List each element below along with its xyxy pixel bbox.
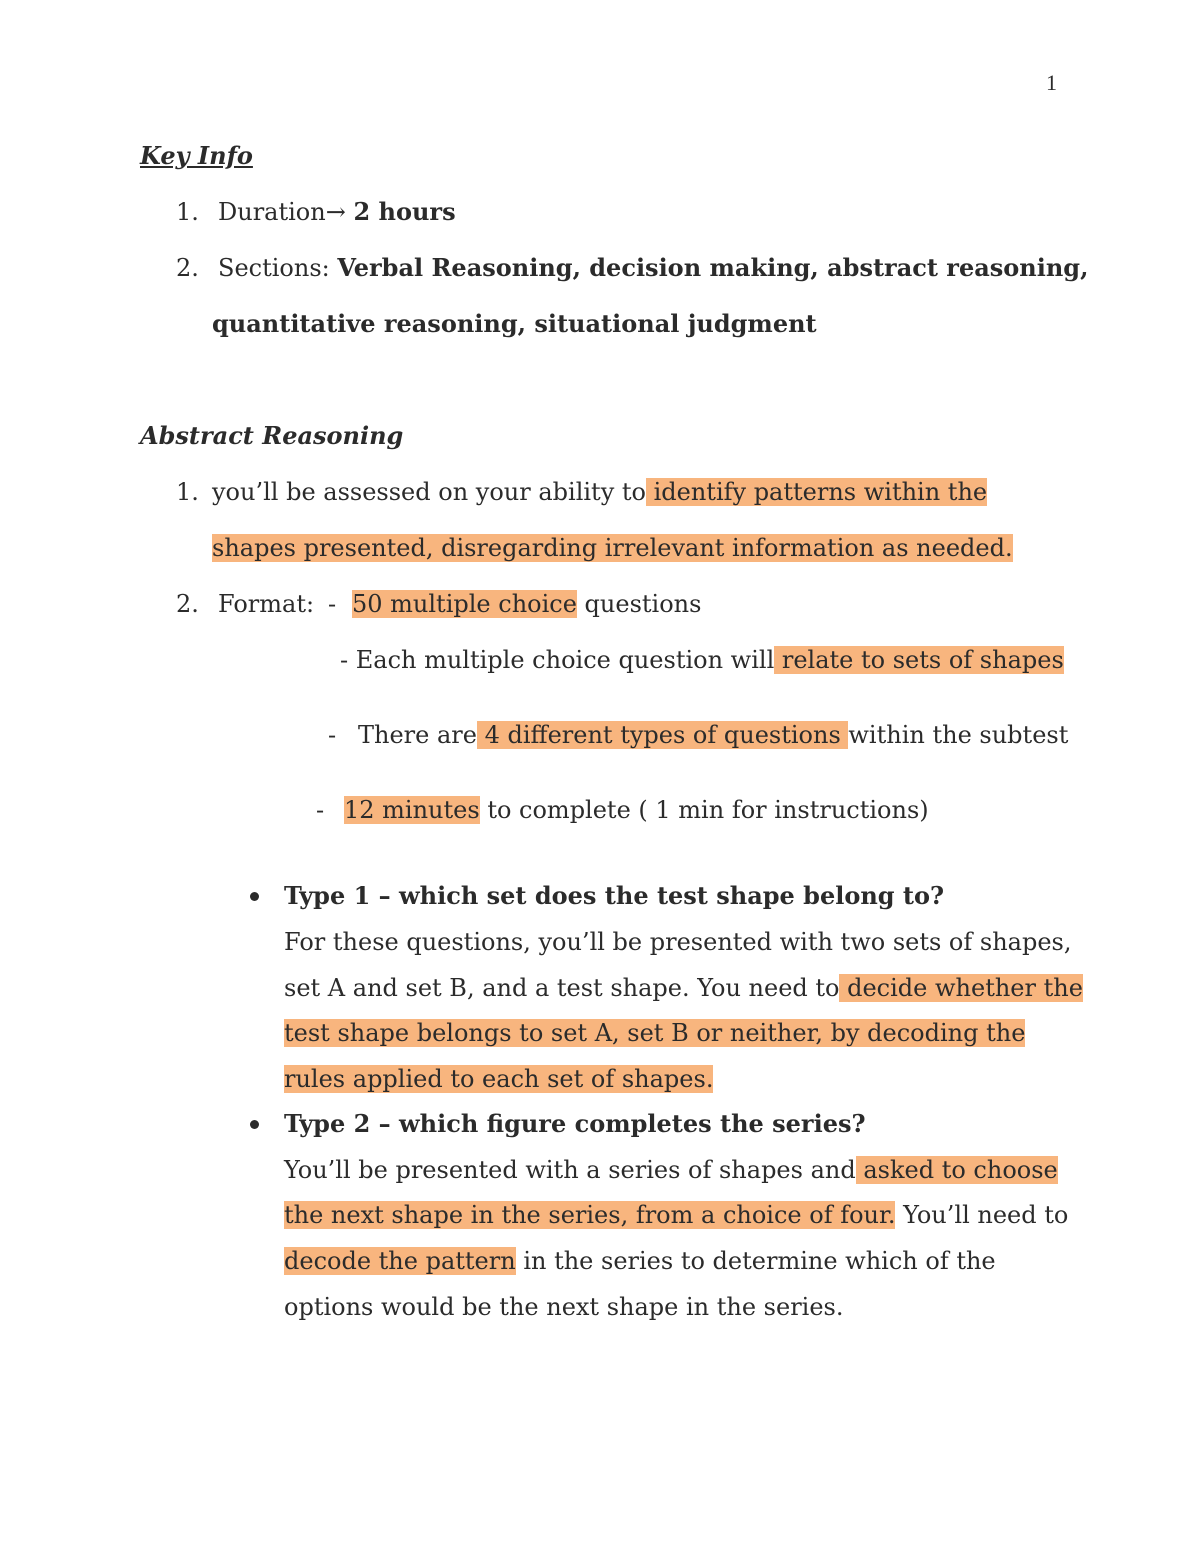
- assessment-line1: [212, 475, 987, 509]
- duration-item: [218, 195, 456, 229]
- bullet-icon: [250, 892, 259, 901]
- format-line-1: [352, 587, 701, 621]
- format-plain-2: - Each multiple choice question will: [340, 646, 775, 674]
- type2-title: Type 2 – which figure completes the series?: [284, 1109, 866, 1138]
- sections-item: [218, 251, 1088, 285]
- format-plain-4: to complete ( 1 min for instructions): [479, 796, 929, 824]
- format-plain-3: There are: [358, 721, 477, 749]
- type2-line1: [284, 1153, 1058, 1187]
- format-line-2: [340, 643, 1064, 677]
- assessment-highlight: identify patterns within the: [645, 478, 988, 506]
- type2-plain-2: You’ll need to: [895, 1201, 1069, 1229]
- type1-line1: For these questions, you’ll be presented with two sets of shapes,: [284, 928, 1072, 956]
- arrow-icon: →: [325, 198, 346, 226]
- format-line-3: [358, 718, 1068, 752]
- abstract-heading: Abstract Reasoning: [140, 421, 404, 450]
- type2-plain-3: in the series to determine which of the: [515, 1247, 996, 1275]
- type1-highlight-4: rules applied to each set of shapes.: [284, 1065, 714, 1093]
- type1-highlight-3: test shape belongs to set A, set B or neither, by decoding the: [284, 1019, 1026, 1047]
- type2-line4: options would be the next shape in the series.: [284, 1293, 844, 1321]
- format-plain-3b: within the subtest: [848, 721, 1069, 749]
- list-number: 1.: [176, 198, 199, 226]
- format-highlight-2: relate to sets of shapes: [774, 646, 1064, 674]
- type2-line2: [284, 1198, 1068, 1232]
- sections-label: Sections:: [218, 254, 338, 282]
- type1-line2: [284, 971, 1083, 1005]
- type1-title: Type 1 – which set does the test shape belong to?: [284, 881, 945, 910]
- format-line-4: [344, 793, 929, 827]
- list-number: 2.: [176, 254, 199, 282]
- type2-highlight-3: decode the pattern: [284, 1247, 516, 1275]
- format-dash-1: -: [328, 590, 337, 618]
- format-dash-3: -: [328, 721, 337, 749]
- format-highlight-1: 50 multiple choice: [352, 590, 577, 618]
- type2-highlight-1: asked to choose: [855, 1156, 1058, 1184]
- type1-line4: [284, 1062, 713, 1096]
- format-dash-4: -: [316, 796, 325, 824]
- type2-highlight-2: the next shape in the series, from a choice of four.: [284, 1201, 896, 1229]
- type2-plain-1: You’ll be presented with a series of shapes and: [284, 1156, 856, 1184]
- list-number: 2.: [176, 590, 199, 618]
- bullet-icon: [250, 1120, 259, 1129]
- duration-label: Duration: [218, 198, 326, 226]
- assessment-plain: you’ll be assessed on your ability to: [212, 478, 646, 506]
- format-plain-1: questions: [576, 590, 702, 618]
- list-number: 1.: [176, 478, 199, 506]
- assessment-highlight-2: shapes presented, disregarding irrelevant information as needed.: [212, 534, 1013, 562]
- page-number: 1: [1046, 70, 1057, 95]
- sections-value-line1: Verbal Reasoning, decision making, abstract reasoning,: [337, 253, 1089, 282]
- format-label: Format:: [218, 590, 315, 618]
- type1-line3: [284, 1016, 1025, 1050]
- type1-highlight-2: decide whether the: [839, 974, 1083, 1002]
- key-info-heading: Key Info: [140, 141, 253, 170]
- assessment-line2: [212, 531, 1013, 565]
- format-highlight-3: 4 different types of questions: [476, 721, 849, 749]
- sections-value-line2: quantitative reasoning, situational judgment: [212, 309, 817, 338]
- duration-value: 2 hours: [353, 197, 456, 226]
- format-highlight-4: 12 minutes: [344, 796, 480, 824]
- type1-plain-2: set A and set B, and a test shape. You need to: [284, 974, 840, 1002]
- type2-line3: [284, 1244, 996, 1278]
